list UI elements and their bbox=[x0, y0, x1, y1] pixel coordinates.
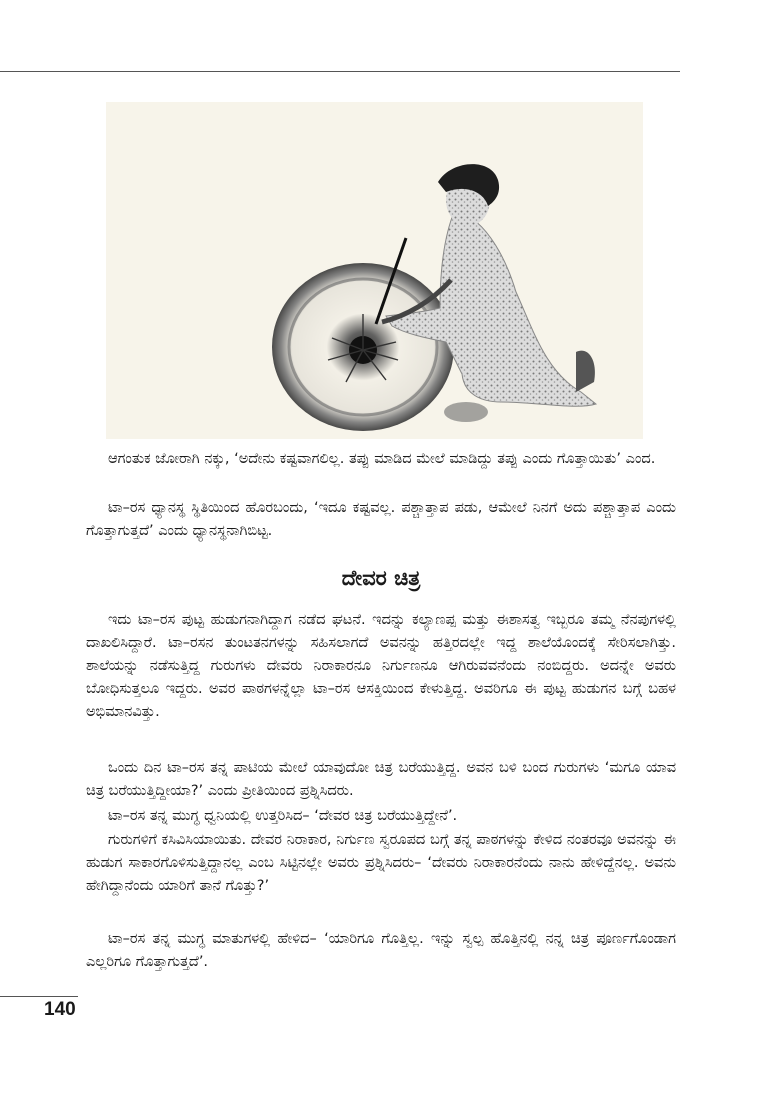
paragraph-text: ಒಂದು ದಿನ ಟಾ–ರಸ ತನ್ನ ಪಾಟಿಯ ಮೇಲೆ ಯಾವುದೋ ಚಿತ್ರ ಬರೆಯುತ್ತಿದ್ದ. ಅವನ ಬಳಿ ಬಂದ ಗುರುಗಳು ‘ಮಗೂ ಯಾವ ಚಿತ್ರ ಬರೆಯುತ್ತಿದ್ದೀಯಾ?’ ಎಂದು ಪ್ರೀತಿಯಿಂದ ಪ್ರಶ್ನಿಸಿದರು. bbox=[86, 760, 676, 799]
paragraph bbox=[86, 757, 676, 803]
paragraph bbox=[86, 448, 676, 471]
bottom-rule bbox=[0, 996, 78, 997]
page-number: 140 bbox=[44, 999, 76, 1020]
paragraph bbox=[86, 928, 676, 974]
section-title: ದೇವರ ಚಿತ್ರ bbox=[341, 566, 421, 590]
paragraph-text: ಗುರುಗಳಿಗೆ ಕಸಿವಿಸಿಯಾಯಿತು. ದೇವರ ನಿರಾಕಾರ, ನಿರ್ಗುಣ ಸ್ವರೂಪದ ಬಗ್ಗೆ ತನ್ನ ಪಾಠಗಳನ್ನು ಕೇಳಿದ ನಂತರವೂ ಅವನನ್ನು ಈ ಹುಡುಗ ಸಾಕಾರಗೊಳಿಸುತ್ತಿದ್ದಾನಲ್ಲ ಎಂಬ ಸಿಟ್ಟಿನಲ್ಲೇ ಅವರು ಪ್ರಶ್ನಿಸಿದರು– ‘ದೇವರು ನಿರಾಕಾರನೆಂದು ನಾನು ಹೇಳಿದ್ದೆನಲ್ಲ. ಅವನು ಹೇಗಿದ್ದಾನೆಂದು ಯಾರಿಗೆ ತಾನೆ ಗೊತ್ತು?’ bbox=[86, 832, 676, 894]
paragraph-text: ಟಾ–ರಸ ತನ್ನ ಮುಗ್ಧ ಮಾತುಗಳಲ್ಲಿ ಹೇಳಿದ– ‘ಯಾರಿಗೂ ಗೊತ್ತಿಲ್ಲ. ಇನ್ನು ಸ್ವಲ್ಪ ಹೊತ್ತಿನಲ್ಲಿ ನನ್ನ ಚಿತ್ರ ಪೂರ್ಣಗೊಂಡಾಗ ಎಲ್ಲರಿಗೂ ಗೊತ್ತಾಗುತ್ತದೆ’. bbox=[86, 931, 676, 970]
paragraph bbox=[86, 805, 676, 828]
paragraph bbox=[86, 497, 676, 543]
top-rule bbox=[0, 71, 680, 72]
paragraph bbox=[86, 609, 676, 724]
paragraph-text: ಟಾ–ರಸ ಧ್ಯಾನಸ್ಥ ಸ್ಥಿತಿಯಿಂದ ಹೊರಬಂದು, ‘ಇದೂ ಕಷ್ಟವಲ್ಲ. ಪಶ್ಚಾತ್ತಾಪ ಪಡು, ಆಮೇಲೆ ನಿನಗೆ ಅದು ಪಶ್ಚಾತ್ತಾಪ ಎಂದು ಗೊತ್ತಾಗುತ್ತದೆ’ ಎಂದು ಧ್ಯಾನಸ್ಥನಾಗಿಬಿಟ್ಟ. bbox=[86, 500, 676, 539]
paragraph bbox=[86, 829, 676, 898]
illustration-boy-painting-wheel bbox=[106, 102, 643, 439]
paragraph-text: ಆಗಂತುಕ ಜೋರಾಗಿ ನಕ್ಕು, ‘ಅದೇನು ಕಷ್ಟವಾಗಲಿಲ್ಲ. ತಪ್ಪು ಮಾಡಿದ ಮೇಲೆ ಮಾಡಿದ್ದು ತಪ್ಪು ಎಂದು ಗೊತ್ತಾಯಿತು’ ಎಂದ. bbox=[108, 451, 656, 467]
paragraph-text: ಇದು ಟಾ–ರಸ ಪುಟ್ಟ ಹುಡುಗನಾಗಿದ್ದಾಗ ನಡೆದ ಘಟನೆ. ಇದನ್ನು ಕಲ್ಯಾಣಪ್ಪ ಮತ್ತು ಈಶಾಸತ್ವ ಇಬ್ಬರೂ ತಮ್ಮ ನೆನಪುಗಳಲ್ಲಿ ದಾಖಲಿಸಿದ್ದಾರೆ. ಟಾ–ರಸನ ತುಂಟತನಗಳನ್ನು ಸಹಿಸಲಾಗದೆ ಅವನನ್ನು ಹತ್ತಿರದಲ್ಲೇ ಇದ್ದ ಶಾಲೆಯೊಂದಕ್ಕೆ ಸೇರಿಸಲಾಗಿತ್ತು. ಶಾಲೆಯನ್ನು ನಡೆಸುತ್ತಿದ್ದ ಗುರುಗಳು ದೇವರು ನಿರಾಕಾರನೂ ನಿರ್ಗುಣನೂ ಆಗಿರುವವನೆಂದು ನಂಬಿದ್ದರು. ಅದನ್ನೇ ಅವರು ಬೋಧಿಸುತ್ತಲೂ ಇದ್ದರು. ಅವರ ಪಾಠಗಳನ್ನೆಲ್ಲಾ ಟಾ–ರಸ ಆಸಕ್ತಿಯಿಂದ ಕೇಳುತ್ತಿದ್ದ. ಅವರಿಗೂ ಈ ಪುಟ್ಟ ಹುಡುಗನ ಬಗ್ಗೆ ಬಹಳ ಅಭಿಮಾನವಿತ್ತು. bbox=[86, 612, 676, 720]
paragraph-text: ಟಾ–ರಸ ತನ್ನ ಮುಗ್ಧ ಧ್ವನಿಯಲ್ಲಿ ಉತ್ತರಿಸಿದ– ‘ದೇವರ ಚಿತ್ರ ಬರೆಯುತ್ತಿದ್ದೇನೆ’. bbox=[108, 808, 458, 824]
